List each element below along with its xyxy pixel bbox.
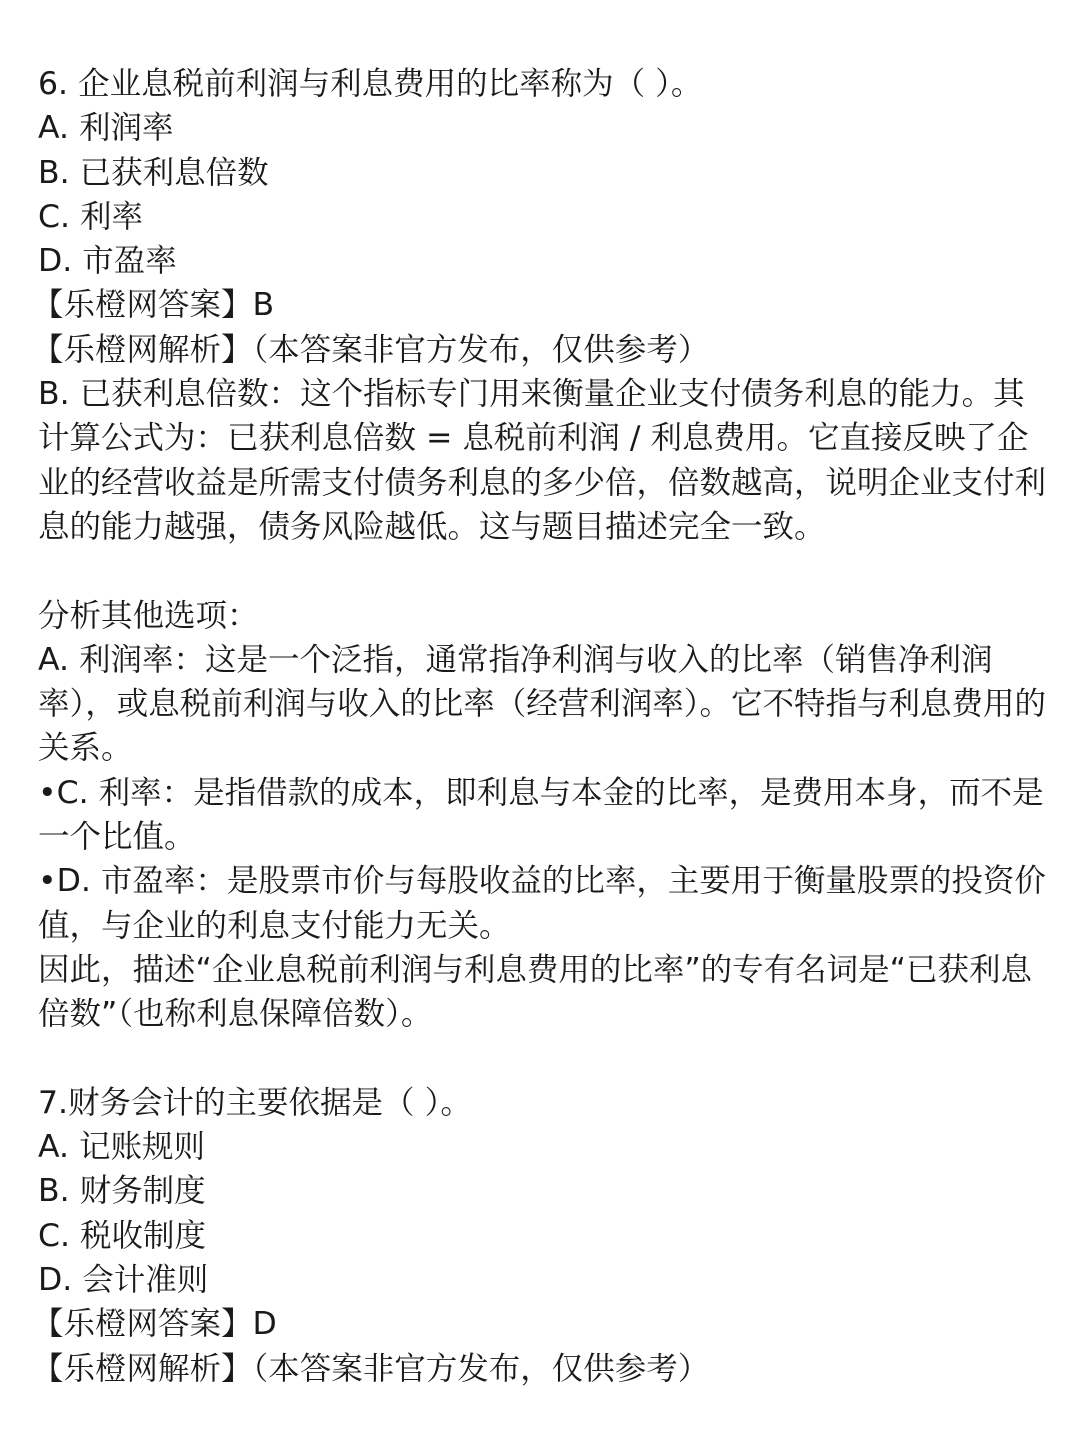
- q6-option-b: B. 已获利息倍数: [38, 154, 269, 191]
- q6-option-a: A. 利润率: [38, 110, 174, 147]
- q6-analysis-header: 【乐橙网解析】（本答案非官方发布，仅供参考）: [32, 331, 710, 368]
- spacer: [38, 549, 1048, 593]
- q6-conclusion: 因此，描述“企业息税前利润与利息费用的比率”的专有名词是“已获利息倍数”（也称利息保障倍数）。: [38, 951, 1032, 1033]
- q7-option-c: C. 税收制度: [38, 1217, 207, 1254]
- q6-other-option-d: •D. 市盈率：是股票市价与每股收益的比率，主要用于衡量股票的投资价值，与企业的利息支付能力无关。: [38, 863, 1046, 944]
- q7-option-d: D. 会计准则: [38, 1262, 209, 1299]
- q6-answer: 【乐橙网答案】B: [32, 287, 275, 324]
- q6-analysis-paragraph: B. 已获利息倍数：这个指标专门用来衡量企业支付债务利息的能力。其计算公式为：已获利息倍数 = 息税前利润 / 利息费用。它直接反映了企业的经营收益是所需支付债务利息的多少倍，倍数越高，说明企业支付利息的能力越强，债务风险越低。这与题目描述完全一致。: [38, 376, 1047, 545]
- q6-other-option-c: •C. 利率：是指借款的成本，即利息与本金的比率，是费用本身，而不是一个比值。: [38, 774, 1044, 856]
- q6-other-option-a: A. 利润率：这是一个泛指，通常指净利润与收入的比率（销售净利润率），或息税前利润与收入的比率（经营利润率）。它不特指与利息费用的关系。: [38, 641, 1047, 767]
- q6-option-d: D. 市盈率: [38, 243, 177, 280]
- question-7-text: 7.财务会计的主要依据是（ ）。: [38, 1084, 472, 1121]
- document-page: [32, 62, 1048, 1391]
- spacer: [38, 1037, 1048, 1081]
- q7-option-b: B. 财务制度: [38, 1173, 206, 1210]
- q6-option-c: C. 利率: [38, 198, 144, 235]
- question-6-text: 6. 企业息税前利润与利息费用的比率称为（ ）。: [38, 66, 703, 102]
- q7-analysis-header: 【乐橙网解析】（本答案非官方发布，仅供参考）: [32, 1350, 710, 1387]
- q6-other-options-header: 分析其他选项：: [38, 597, 259, 634]
- q7-answer: 【乐橙网答案】D: [32, 1306, 277, 1343]
- q7-option-a: A. 记账规则: [38, 1129, 206, 1166]
